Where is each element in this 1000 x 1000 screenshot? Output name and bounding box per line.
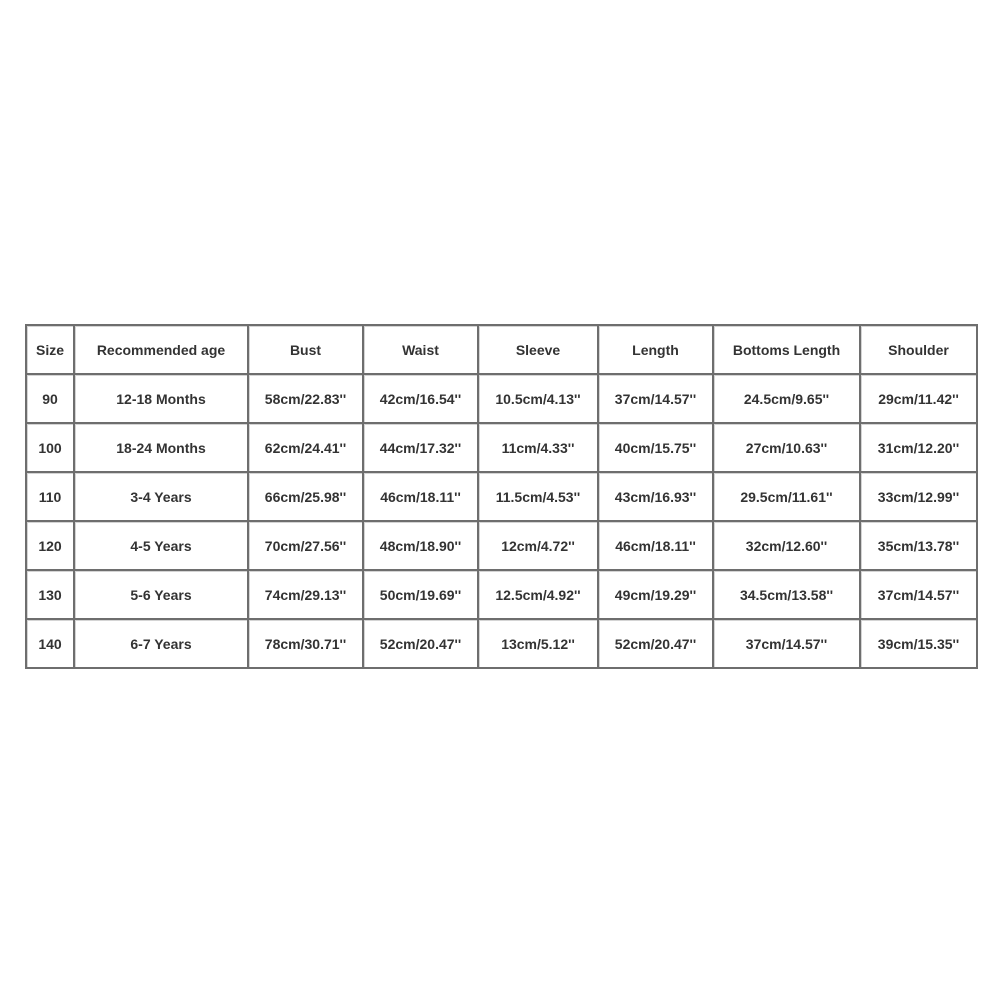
table-row xyxy=(27,571,976,620)
cell-length: 43cm/16.93'' xyxy=(599,473,714,522)
header-recommended-age: Recommended age xyxy=(75,326,249,375)
cell-size: 110 xyxy=(27,473,75,522)
cell-size: 100 xyxy=(27,424,75,473)
cell-shoulder: 37cm/14.57'' xyxy=(861,571,976,620)
table-row xyxy=(27,522,976,571)
cell-bust: 74cm/29.13'' xyxy=(249,571,364,620)
cell-shoulder: 35cm/13.78'' xyxy=(861,522,976,571)
cell-sleeve: 10.5cm/4.13'' xyxy=(479,375,599,424)
cell-bottoms-length: 24.5cm/9.65'' xyxy=(714,375,861,424)
header-row xyxy=(27,326,976,375)
cell-shoulder: 29cm/11.42'' xyxy=(861,375,976,424)
cell-size: 140 xyxy=(27,620,75,667)
cell-length: 37cm/14.57'' xyxy=(599,375,714,424)
cell-recommended-age: 12-18 Months xyxy=(75,375,249,424)
cell-sleeve: 12.5cm/4.92'' xyxy=(479,571,599,620)
cell-waist: 44cm/17.32'' xyxy=(364,424,479,473)
cell-shoulder: 39cm/15.35'' xyxy=(861,620,976,667)
cell-bust: 58cm/22.83'' xyxy=(249,375,364,424)
cell-length: 49cm/19.29'' xyxy=(599,571,714,620)
table-row xyxy=(27,473,976,522)
cell-size: 130 xyxy=(27,571,75,620)
header-bust: Bust xyxy=(249,326,364,375)
cell-bottoms-length: 29.5cm/11.61'' xyxy=(714,473,861,522)
cell-waist: 48cm/18.90'' xyxy=(364,522,479,571)
cell-shoulder: 31cm/12.20'' xyxy=(861,424,976,473)
table-row xyxy=(27,620,976,667)
cell-recommended-age: 6-7 Years xyxy=(75,620,249,667)
cell-recommended-age: 4-5 Years xyxy=(75,522,249,571)
cell-bottoms-length: 27cm/10.63'' xyxy=(714,424,861,473)
cell-sleeve: 13cm/5.12'' xyxy=(479,620,599,667)
header-bottoms-length: Bottoms Length xyxy=(714,326,861,375)
cell-recommended-age: 5-6 Years xyxy=(75,571,249,620)
header-length: Length xyxy=(599,326,714,375)
cell-waist: 42cm/16.54'' xyxy=(364,375,479,424)
header-shoulder: Shoulder xyxy=(861,326,976,375)
cell-length: 52cm/20.47'' xyxy=(599,620,714,667)
cell-bottoms-length: 37cm/14.57'' xyxy=(714,620,861,667)
cell-recommended-age: 3-4 Years xyxy=(75,473,249,522)
cell-bust: 70cm/27.56'' xyxy=(249,522,364,571)
table-row xyxy=(27,424,976,473)
cell-length: 46cm/18.11'' xyxy=(599,522,714,571)
header-sleeve: Sleeve xyxy=(479,326,599,375)
cell-sleeve: 11cm/4.33'' xyxy=(479,424,599,473)
cell-waist: 50cm/19.69'' xyxy=(364,571,479,620)
cell-size: 90 xyxy=(27,375,75,424)
cell-bust: 66cm/25.98'' xyxy=(249,473,364,522)
size-chart-table xyxy=(25,324,978,669)
cell-bust: 78cm/30.71'' xyxy=(249,620,364,667)
cell-waist: 46cm/18.11'' xyxy=(364,473,479,522)
cell-sleeve: 12cm/4.72'' xyxy=(479,522,599,571)
cell-sleeve: 11.5cm/4.53'' xyxy=(479,473,599,522)
cell-length: 40cm/15.75'' xyxy=(599,424,714,473)
table-row xyxy=(27,375,976,424)
cell-recommended-age: 18-24 Months xyxy=(75,424,249,473)
header-size: Size xyxy=(27,326,75,375)
header-waist: Waist xyxy=(364,326,479,375)
cell-bottoms-length: 34.5cm/13.58'' xyxy=(714,571,861,620)
cell-bottoms-length: 32cm/12.60'' xyxy=(714,522,861,571)
cell-size: 120 xyxy=(27,522,75,571)
cell-waist: 52cm/20.47'' xyxy=(364,620,479,667)
cell-bust: 62cm/24.41'' xyxy=(249,424,364,473)
cell-shoulder: 33cm/12.99'' xyxy=(861,473,976,522)
